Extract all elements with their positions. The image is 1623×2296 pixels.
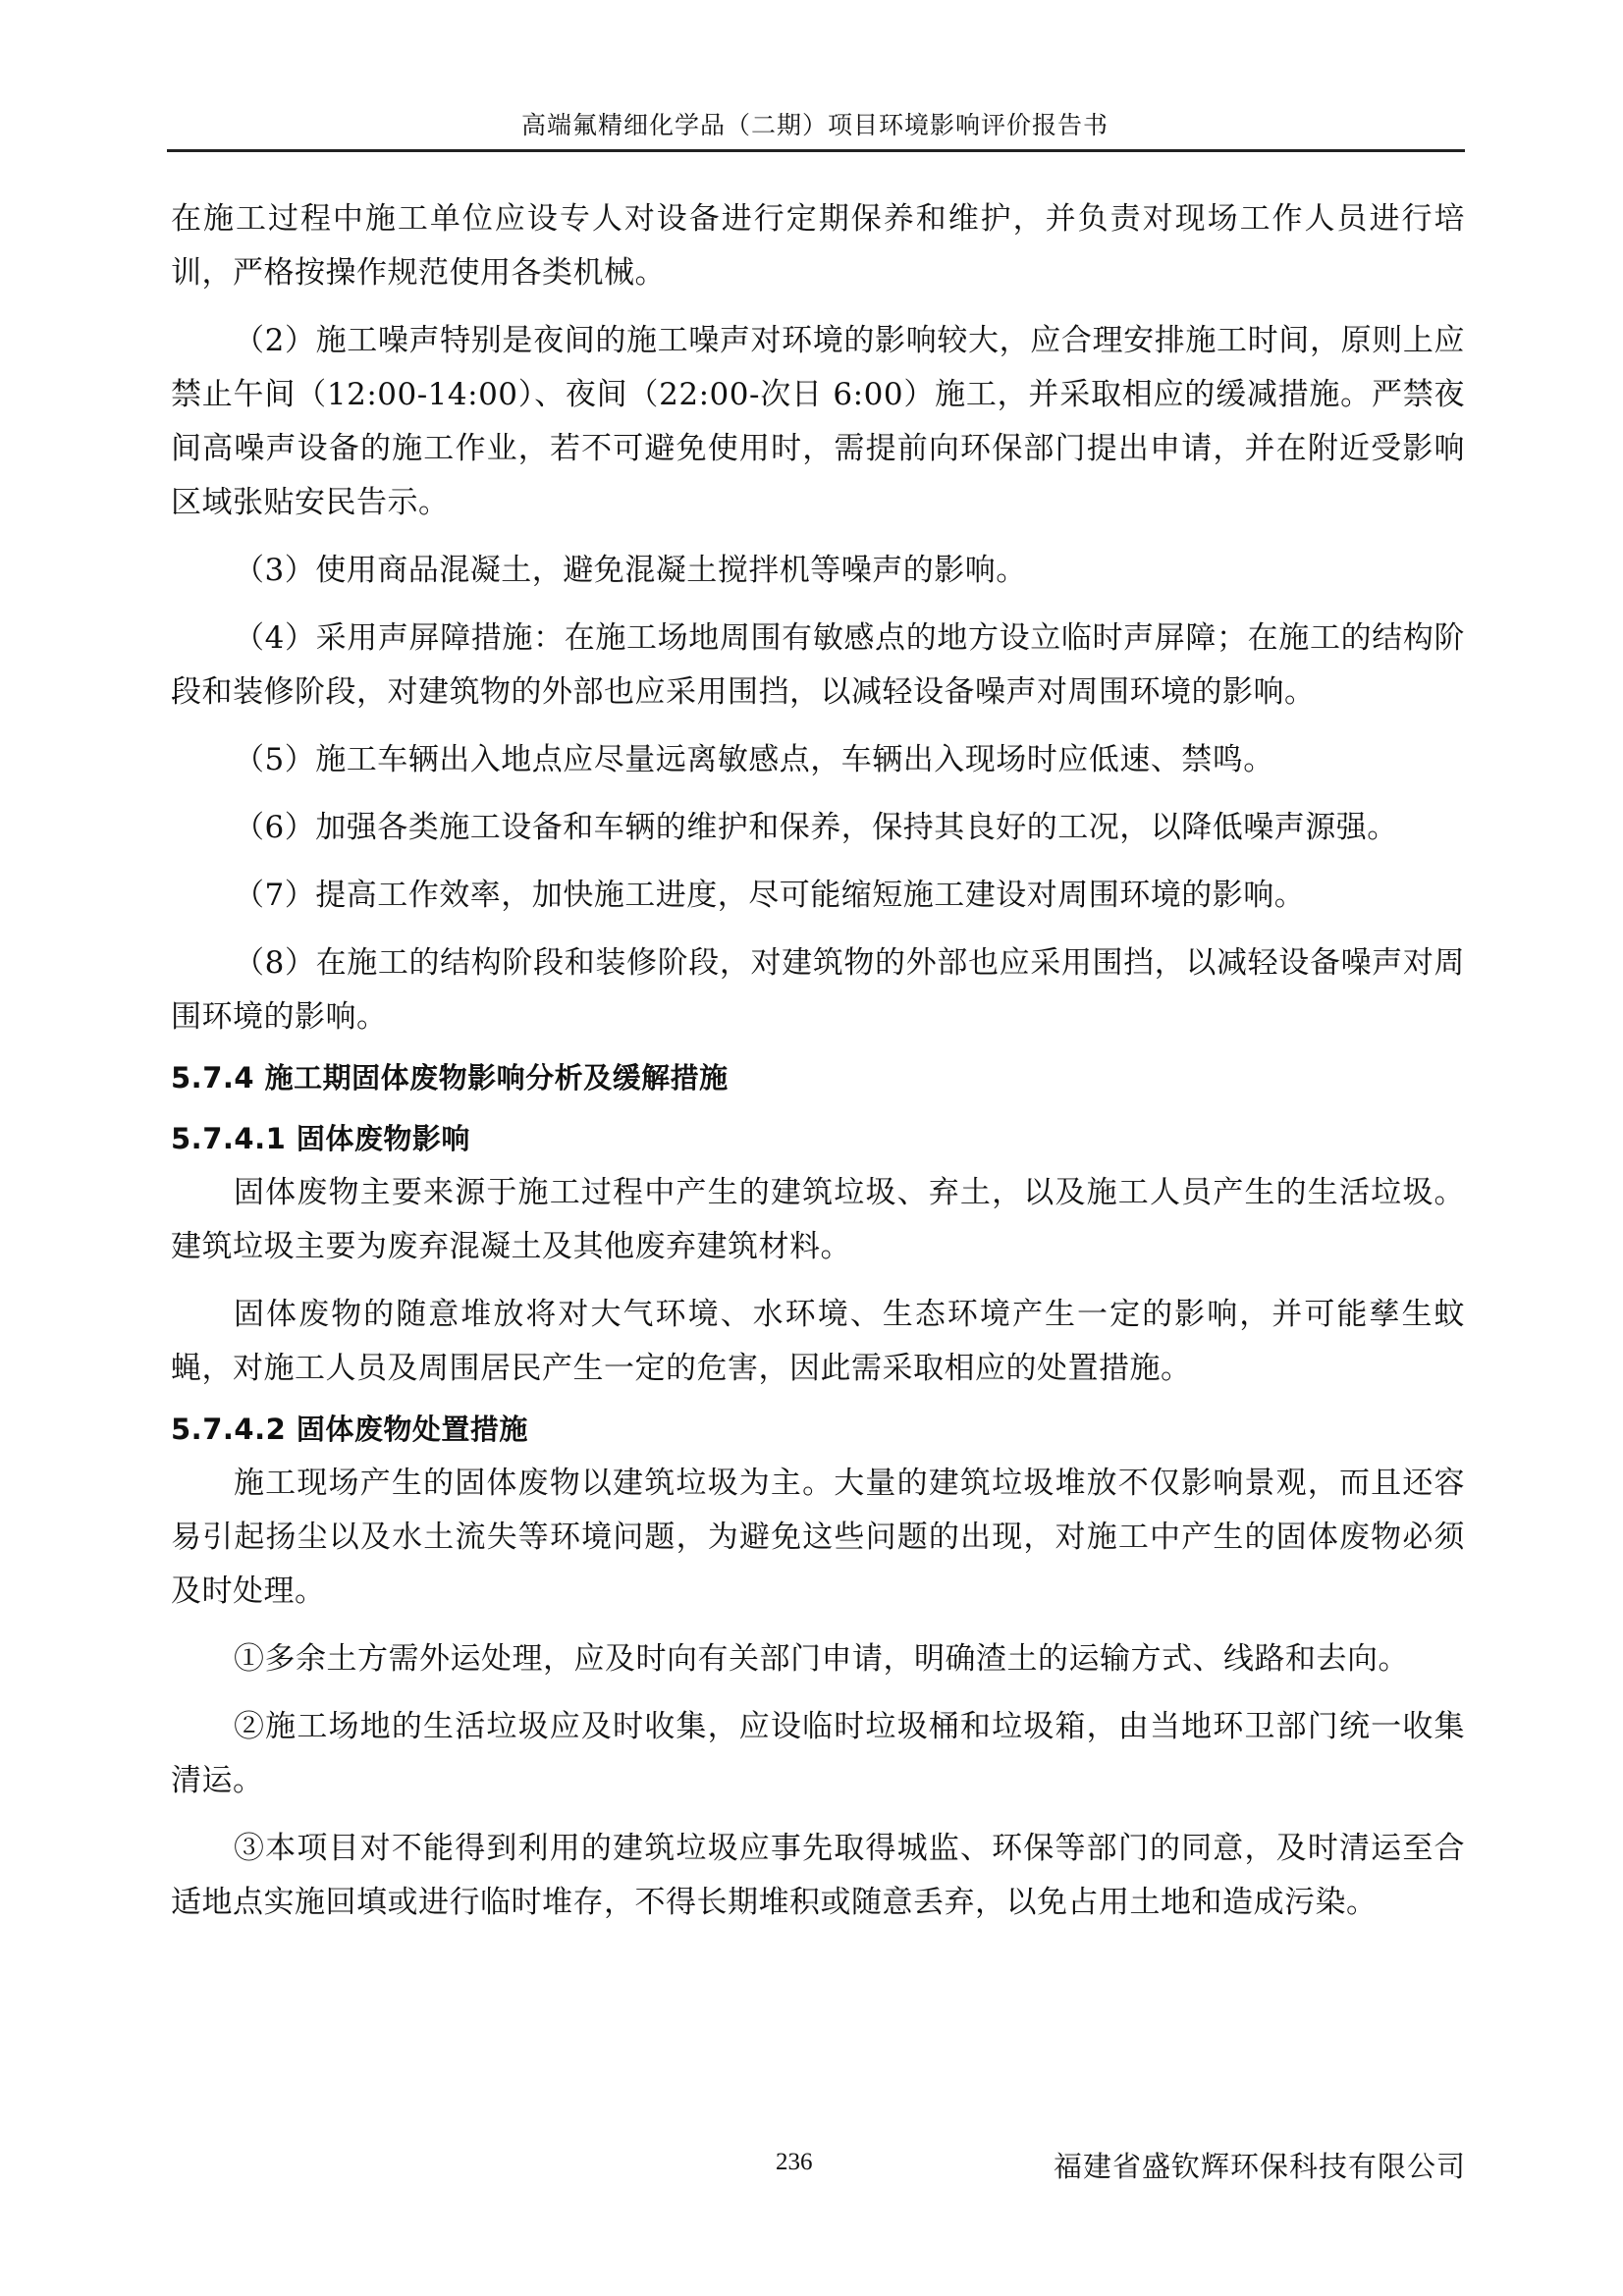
paragraph-measure-2: ②施工场地的生活垃圾应及时收集，应设临时垃圾桶和垃圾箱，由当地环卫部门统一收集清运。 (171, 1709, 1465, 1798)
paragraph-solid-waste-disposal: 施工现场产生的固体废物以建筑垃圾为主。大量的建筑垃圾堆放不仅影响景观，而且还容易引起扬尘以及水土流失等环境问题，为避免这些问题的出现，对施工中产生的固体废物必须及时处理。 (171, 1466, 1465, 1609)
paragraph-measure-1: ①多余土方需外运处理，应及时向有关部门申请，明确渣土的运输方式、线路和去向。 (234, 1641, 1409, 1677)
paragraph-item-7: （7）提高工作效率，加快施工进度，尽可能缩短施工建设对周围环境的影响。 (234, 878, 1306, 913)
paragraph-measure-3: ③本项目对不能得到利用的建筑垃圾应事先取得城监、环保等部门的同意，及时清运至合适地点实施回填或进行临时堆存，不得长期堆积或随意丢弃，以免占用土地和造成污染。 (171, 1831, 1465, 1920)
paragraph-item-3: （3）使用商品混凝土，避免混凝土搅拌机等噪声的影响。 (234, 553, 1027, 588)
subsection-heading-5-7-4-1: 5.7.4.1 固体废物影响 (171, 1122, 470, 1155)
paragraph-item-2: （2）施工噪声特别是夜间的施工噪声对环境的影响较大，应合理安排施工时间，原则上应禁止午间（12:00-14:00）、夜间（22:00-次日 6:00）施工，并采取相应的缓减措施。严禁夜间高噪声设备的施工作业，若不可避免使用时，需提前向环保部门提出申请，并在附近受影响区域张贴安民告示。 (171, 323, 1465, 520)
paragraph-intro: 在施工过程中施工单位应设专人对设备进行定期保养和维护，并负责对现场工作人员进行培训，严格按操作规范使用各类机械。 (171, 201, 1465, 291)
document-body (171, 192, 1465, 1930)
paragraph-item-5: （5）施工车辆出入地点应尽量远离敏感点，车辆出入现场时应低速、禁鸣。 (234, 742, 1274, 777)
page-number: 236 (776, 2149, 813, 2175)
paragraph-item-4: （4）采用声屏障措施：在施工场地周围有敏感点的地方设立临时声屏障；在施工的结构阶段和装修阶段，对建筑物的外部也应采用围挡，以减轻设备噪声对周围环境的影响。 (171, 620, 1465, 710)
section-heading-5-7-4: 5.7.4 施工期固体废物影响分析及缓解措施 (171, 1061, 729, 1095)
paragraph-solid-waste-source: 固体废物主要来源于施工过程中产生的建筑垃圾、弃土，以及施工人员产生的生活垃圾。建筑垃圾主要为废弃混凝土及其他废弃建筑材料。 (171, 1175, 1465, 1264)
subsection-heading-5-7-4-2: 5.7.4.2 固体废物处置措施 (171, 1413, 528, 1446)
paragraph-item-6: （6）加强各类施工设备和车辆的维护和保养，保持其良好的工况，以降低噪声源强。 (234, 810, 1398, 845)
header-divider (167, 149, 1465, 152)
paragraph-solid-waste-impact: 固体废物的随意堆放将对大气环境、水环境、生态环境产生一定的影响，并可能孳生蚊蝇，对施工人员及周围居民产生一定的危害，因此需采取相应的处置措施。 (171, 1297, 1465, 1386)
footer-company-name: 福建省盛钦辉环保科技有限公司 (1053, 2150, 1466, 2183)
page-header-title: 高端氟精细化学品（二期）项目环境影响评价报告书 (520, 111, 1109, 139)
paragraph-item-8: （8）在施工的结构阶段和装修阶段，对建筑物的外部也应采用围挡，以减轻设备噪声对周围环境的影响。 (171, 945, 1465, 1035)
